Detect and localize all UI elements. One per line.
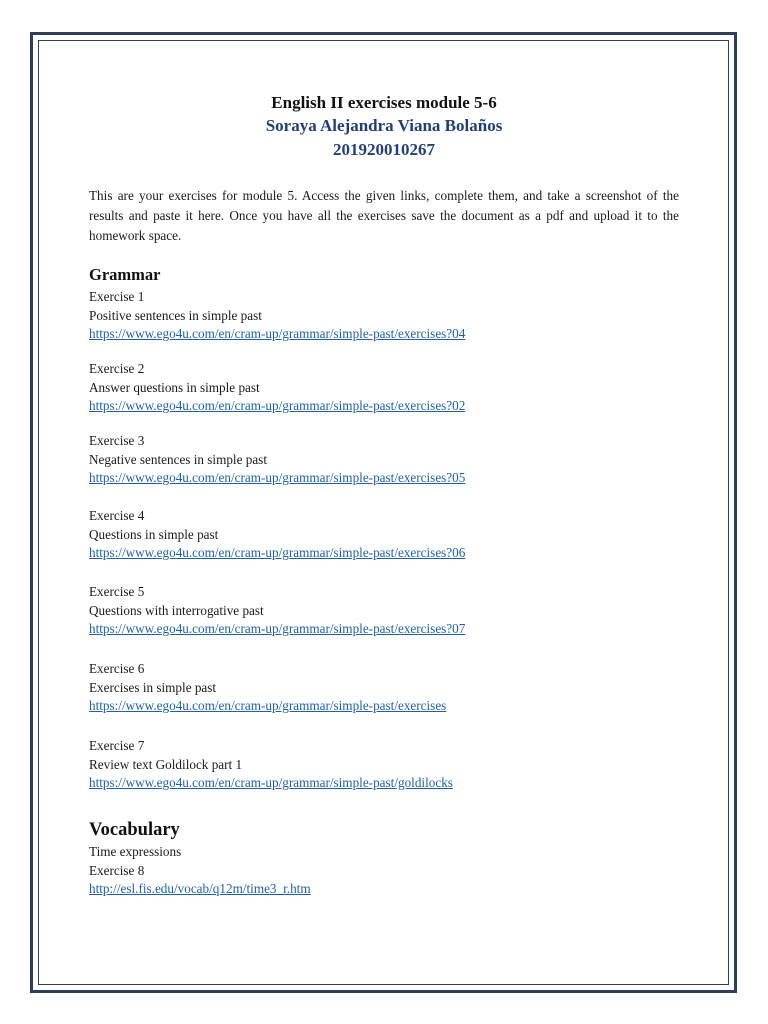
exercise-description: Questions with interrogative past bbox=[89, 602, 264, 618]
exercise-label: Exercise 8 bbox=[89, 862, 145, 878]
exercise-4 bbox=[89, 507, 679, 563]
exercise-label: Exercise 1 bbox=[89, 289, 145, 304]
instructions-paragraph: This are your exercises for module 5. Access the given links, complete them, and take a screenshot of the results and paste it here. Once you have all the exercises save the document as a pdf and upload it to the homework space. bbox=[89, 188, 679, 243]
title-block bbox=[89, 92, 679, 162]
exercise-5 bbox=[89, 583, 679, 639]
exercise-link[interactable]: https://www.ego4u.com/en/cram-up/grammar/simple-past/exercises?04 bbox=[89, 326, 466, 341]
exercise-link[interactable]: https://www.ego4u.com/en/cram-up/grammar/simple-past/exercises?07 bbox=[89, 621, 466, 636]
exercise-description: Positive sentences in simple past bbox=[89, 307, 262, 323]
exercise-6 bbox=[89, 660, 679, 716]
exercise-label: Exercise 5 bbox=[89, 584, 145, 599]
exercise-description: Exercises in simple past bbox=[89, 679, 217, 695]
exercise-link[interactable]: https://www.ego4u.com/en/cram-up/grammar/simple-past/exercises bbox=[89, 698, 447, 713]
document-title: English II exercises module 5-6 bbox=[271, 93, 497, 112]
exercise-2 bbox=[89, 360, 679, 416]
exercise-link[interactable]: https://www.ego4u.com/en/cram-up/grammar/simple-past/exercises?05 bbox=[89, 470, 466, 485]
exercise-label: Exercise 6 bbox=[89, 661, 145, 676]
exercise-description: Answer questions in simple past bbox=[89, 379, 260, 395]
exercise-label: Exercise 3 bbox=[89, 433, 145, 448]
vocabulary-heading: Vocabulary bbox=[89, 820, 180, 840]
vocabulary-topic: Time expressions bbox=[89, 844, 182, 859]
exercise-7 bbox=[89, 737, 679, 793]
student-id: 201920010267 bbox=[333, 140, 435, 159]
exercise-link[interactable]: https://www.ego4u.com/en/cram-up/grammar/simple-past/exercises?02 bbox=[89, 398, 466, 413]
author-name: Soraya Alejandra Viana Bolaños bbox=[265, 116, 503, 135]
exercise-label: Exercise 2 bbox=[89, 361, 145, 376]
exercise-description: Review text Goldilock part 1 bbox=[89, 756, 243, 772]
exercise-3 bbox=[89, 432, 679, 488]
exercise-link[interactable]: http://esl.fis.edu/vocab/q12m/time3_r.htm bbox=[89, 881, 311, 896]
exercise-description: Questions in simple past bbox=[89, 526, 219, 542]
exercise-link[interactable]: https://www.ego4u.com/en/cram-up/grammar/simple-past/goldilocks bbox=[89, 775, 453, 790]
exercise-description: Negative sentences in simple past bbox=[89, 451, 267, 467]
exercise-link[interactable]: https://www.ego4u.com/en/cram-up/grammar/simple-past/exercises?06 bbox=[89, 545, 466, 560]
exercise-8 bbox=[89, 843, 679, 899]
exercise-label: Exercise 7 bbox=[89, 738, 145, 753]
exercise-1 bbox=[89, 288, 679, 344]
exercise-label: Exercise 4 bbox=[89, 508, 145, 523]
grammar-heading: Grammar bbox=[89, 265, 161, 284]
